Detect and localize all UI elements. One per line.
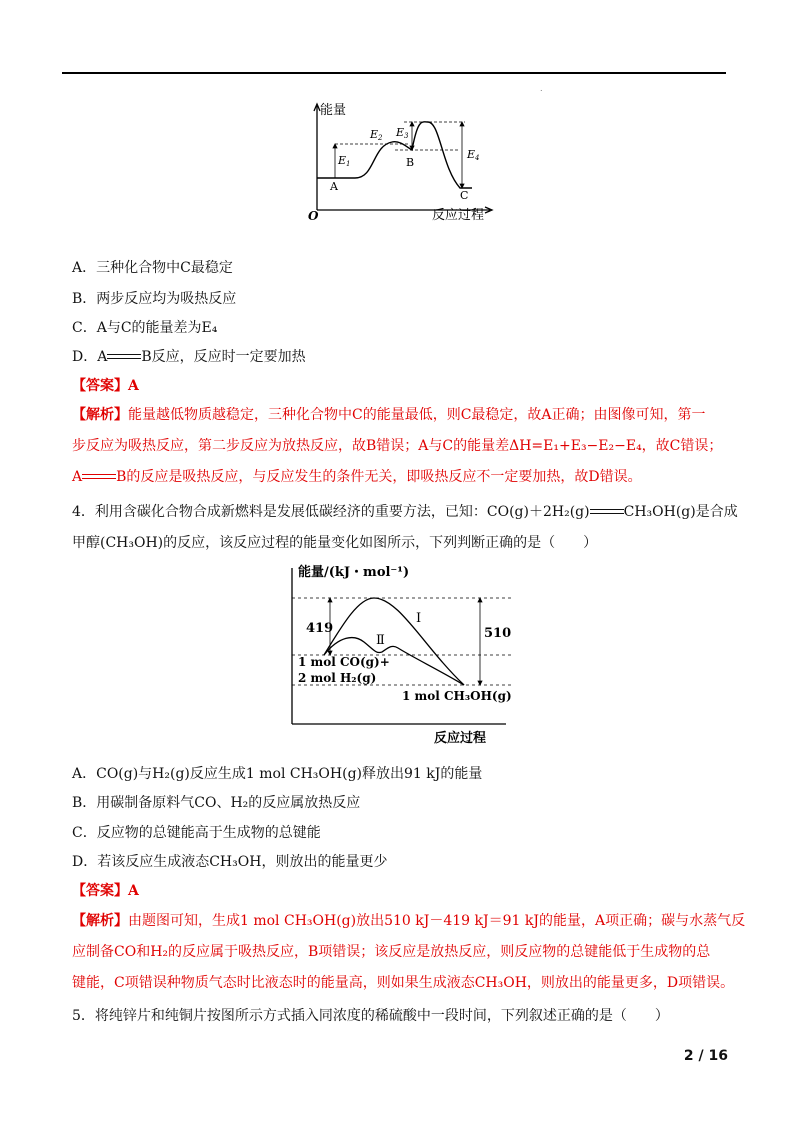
reactant-label-1: 1 mol CO(g)+ [298,655,390,669]
decor-dot: . [540,84,543,93]
q4-explanation-3: 键能，C项错误种物质气态时比液态时的能量高，则如果生成液态CH₃OH，则放出的能量更多，D项错误。 [72,975,735,991]
q3-explanation-3: A B的反应是吸热反应，与反应发生的条件无关，即吸热反应不一定要加热，故D错误。 [72,469,642,485]
page-number: 2 / 16 [683,1048,728,1064]
q3-option-a: A．三种化合物中C最稳定 [72,260,233,276]
label-c: C [460,189,469,202]
q3-option-b: B．两步反应均为吸热反应 [72,291,237,307]
curve-1-label: Ⅰ [416,611,422,626]
q4-option-d: D．若该反应生成液态CH₃OH，则放出的能量更少 [72,854,388,870]
energy-diagram-1 [300,98,500,224]
q4-explanation-1: 【解析】由题图可知，生成1 mol CH₃OH(g)放出510 kJ－419 kJ＝91 kJ的能量，A项正确；碳与水蒸气反 [72,913,746,929]
header-rule [62,72,726,74]
fig2-xlabel: 反应过程 [434,731,487,746]
q4-stem-1: 4．利用含碳化合物合成新燃料是发展低碳经济的重要方法，已知：CO(g)＋2H₂(g) CH₃OH(g)是合成 [72,504,738,520]
label-a: A [330,180,338,193]
fig1-origin: O [308,209,319,223]
equilibrium-arrow-icon [82,472,116,482]
q3-option-d: D．A B反应，反应时一定要加热 [72,349,306,365]
equilibrium-arrow-icon [590,507,624,517]
label-e2: E2 [370,128,383,142]
q3-explanation-2: 步反应为吸热反应，第二步反应为放热反应，故B错误；A与C的能量差ΔH=E₁+E₃−E₂−E₄，故C错误； [72,438,723,454]
q4-answer: 【答案】A [72,883,139,899]
curve-2-label: Ⅱ [376,633,385,648]
q3-option-c: C．A与C的能量差为E₄ [72,320,218,336]
equilibrium-arrow-icon [107,352,141,362]
label-b: B [406,156,415,169]
q5-stem: 5．将纯锌片和纯铜片按图所示方式插入同浓度的稀硫酸中一段时间，下列叙述正确的是（ ） [72,1008,669,1024]
energy-diagram-2 [284,562,520,746]
value-510: 510 [484,626,512,641]
value-419: 419 [306,621,334,636]
product-label: 1 mol CH₃OH(g) [402,689,512,703]
q3-answer: 【答案】A [72,378,139,394]
q4-option-a: A．CO(g)与H₂(g)反应生成1 mol CH₃OH(g)释放出91 kJ的能量 [72,766,483,782]
q4-explanation-2: 应制备CO和H₂的反应属于吸热反应，B项错误；该反应是放热反应，则反应物的总键能低于生成物的总 [72,944,711,960]
fig2-ylabel: 能量/(kJ・mol⁻¹) [298,565,410,580]
fig1-ylabel: 能量 [320,103,347,118]
q3-explanation-1: 【解析】能量越低物质越稳定，三种化合物中C的能量最低，则C最稳定，故A正确；由图像可知，第一 [72,407,706,423]
reactant-label-2: 2 mol H₂(g) [298,671,377,685]
q4-stem-2: 甲醇(CH₃OH)的反应，该反应过程的能量变化如图所示，下列判断正确的是（ ） [72,535,598,551]
label-e4: E4 [467,148,480,162]
fig1-xlabel: 反应过程 [432,208,485,223]
q4-option-c: C．反应物的总键能高于生成物的总键能 [72,825,321,841]
label-e3: E3 [396,126,409,140]
q4-option-b: B．用碳制备原料气CO、H₂的反应属放热反应 [72,795,361,811]
label-e1: E1 [338,154,351,168]
